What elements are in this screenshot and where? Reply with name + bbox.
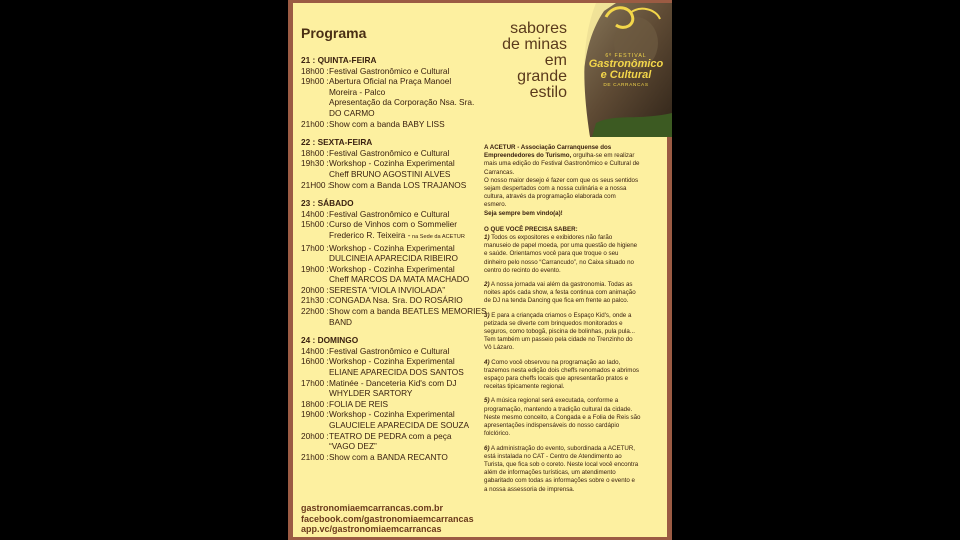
info-line-text: está instalada no CAT - Centro de Atendimento ao bbox=[484, 452, 622, 460]
info-item bbox=[484, 281, 664, 306]
event-time: 17h00 : bbox=[301, 242, 329, 253]
event-description bbox=[329, 431, 481, 452]
event-time: 16h00 : bbox=[301, 356, 329, 367]
info-line-text: E para a criançada criamos o Espaço Kid's, onde a bbox=[491, 311, 632, 319]
event-line-text: Cheff MARCOS DA MATA MACHADO bbox=[329, 274, 470, 285]
event-line bbox=[329, 253, 481, 264]
day-title: 24 : DOMINGO bbox=[301, 335, 359, 346]
info-line bbox=[484, 250, 664, 258]
intro-bold-line: A ACETUR - Associação Carranquense dos bbox=[484, 144, 612, 151]
info-line-text: seguros, como tobogã, piscina de bolinhas, pula pula... bbox=[484, 328, 636, 336]
event-line bbox=[329, 169, 481, 180]
program-title: Programa bbox=[301, 25, 367, 41]
program-event bbox=[301, 243, 481, 264]
info-line-text: trazemos nesta edição dois cheffs renomados e abrimos bbox=[484, 366, 639, 374]
info-number: 6) bbox=[484, 444, 490, 452]
event-description bbox=[329, 399, 481, 410]
info-line-text: noites após cada show, a festa continua com animação bbox=[484, 289, 636, 297]
event-time: 20h00 : bbox=[301, 430, 329, 441]
event-line-text: Workshop - Cozinha Experimental bbox=[329, 409, 455, 420]
info-line bbox=[484, 469, 664, 477]
event-line bbox=[329, 295, 481, 306]
event-line bbox=[329, 158, 481, 169]
event-line-text: “VAGO DEZ” bbox=[329, 441, 377, 452]
event-description bbox=[329, 148, 481, 159]
program-days bbox=[301, 55, 487, 462]
flyer-page bbox=[288, 0, 672, 540]
flyer-paper bbox=[293, 3, 667, 537]
event-line-text: Festival Gastronômico e Cultural bbox=[329, 208, 450, 219]
intro-line: Carrancas. bbox=[484, 168, 515, 176]
info-line-text: receitas tipicamente regional. bbox=[484, 383, 565, 391]
info-line-text: de DJ na tenda Dancing que fica em frente ao palco. bbox=[484, 297, 629, 305]
event-time: 18h00 : bbox=[301, 147, 329, 158]
logo-edition: 6º bbox=[605, 53, 613, 59]
info-line-text: espaço para cheffs locais que apresentarão pratos e bbox=[484, 375, 629, 383]
info-line bbox=[484, 397, 664, 405]
logo-text bbox=[582, 53, 670, 88]
info-line bbox=[484, 422, 664, 430]
event-time: 19h00 : bbox=[301, 409, 329, 420]
info-line-text: Tem também um passeio pela cidade no Trenzinho do bbox=[484, 336, 633, 344]
slogan-line: estilo bbox=[529, 84, 567, 101]
event-line bbox=[329, 274, 481, 285]
info-line-text: programação, mantendo a tradição cultural da cidade. bbox=[484, 405, 633, 413]
info-number: 5) bbox=[484, 397, 490, 405]
event-description bbox=[329, 285, 481, 296]
info-line-text: Vô Lázaro. bbox=[484, 344, 514, 352]
event-line bbox=[329, 87, 481, 98]
info-number: 4) bbox=[484, 358, 490, 366]
info-line bbox=[484, 445, 664, 453]
slogan-line: em bbox=[544, 52, 567, 69]
event-line bbox=[329, 243, 481, 254]
program-event bbox=[301, 399, 481, 410]
info-line bbox=[484, 281, 664, 289]
event-time: 17h00 : bbox=[301, 377, 329, 388]
info-line bbox=[484, 477, 664, 485]
event-line-text: Curso de Vinhos com o Sommelier bbox=[329, 219, 458, 230]
info-line bbox=[484, 486, 664, 494]
program-event bbox=[301, 356, 481, 377]
event-line bbox=[329, 180, 481, 191]
slogan-line: de minas bbox=[502, 36, 567, 53]
event-line-text: CONGADA Nsa. Sra. DO ROSÁRIO bbox=[329, 295, 463, 306]
info-item bbox=[484, 445, 664, 494]
info-line-text: Como você observou na programação ao lado, bbox=[491, 358, 621, 366]
intro-paragraph bbox=[484, 144, 664, 218]
program-event bbox=[301, 409, 481, 430]
info-line bbox=[484, 267, 664, 275]
info-line bbox=[484, 336, 664, 344]
info-line bbox=[484, 375, 664, 383]
info-line-text: A nossa jornada vai além da gastronomia. Todas as bbox=[490, 281, 633, 289]
event-line bbox=[329, 306, 487, 317]
event-time: 15h00 : bbox=[301, 219, 329, 230]
event-line bbox=[329, 66, 481, 77]
event-note: na Sede da ACETUR bbox=[410, 233, 465, 240]
facebook-link[interactable]: facebook.com/gastronomiaemcarrancas bbox=[301, 513, 474, 524]
event-line-text: Frederico R. Teixeira - bbox=[329, 229, 411, 240]
logo-line1: Gastronômico bbox=[588, 58, 664, 70]
event-line-text: GLAUCIELE APARECIDA DE SOUZA bbox=[329, 420, 470, 430]
program-event bbox=[301, 452, 481, 463]
event-time: 19h00 : bbox=[301, 263, 329, 274]
event-description bbox=[329, 76, 481, 118]
info-line bbox=[484, 234, 664, 242]
program-event bbox=[301, 76, 481, 118]
info-line-text: A música regional será executada, conforme a bbox=[490, 397, 619, 405]
event-line-text: WHYLDER SARTORY bbox=[329, 388, 413, 399]
info-items bbox=[484, 234, 664, 494]
program-event bbox=[301, 431, 481, 452]
intro-line: sejam despertados com a nossa culinária e a nossa bbox=[484, 185, 627, 193]
event-description bbox=[329, 452, 481, 463]
program-event bbox=[301, 346, 481, 357]
event-time: 22h00 : bbox=[301, 306, 329, 317]
intro-line: O nosso maior desejo é fazer com que os seus sentidos bbox=[484, 176, 639, 184]
event-line bbox=[329, 399, 481, 410]
event-line-text: Festival Gastronômico e Cultural bbox=[329, 147, 450, 158]
info-line bbox=[484, 259, 664, 267]
info-line-text: dinheiro pelo nosso “Carrancudo”, no Caixa situado no bbox=[484, 258, 634, 266]
info-number: 2) bbox=[484, 281, 490, 289]
program-event bbox=[301, 378, 481, 399]
info-line-text: petizada se diverte com brinquedos monitorados e bbox=[484, 319, 623, 327]
info-line-text: Neste mesmo conceito, a Congada e a Folia de Reis são bbox=[484, 413, 641, 421]
info-line-text: manuseio de papel moeda, por uma questão de higiene bbox=[484, 242, 638, 250]
info-number: 1) bbox=[484, 234, 490, 242]
event-line-text: TEATRO DE PEDRA com a peça bbox=[329, 430, 452, 441]
event-time: 21h00 : bbox=[301, 118, 329, 129]
info-line bbox=[484, 328, 664, 336]
info-line bbox=[484, 320, 664, 328]
event-line bbox=[329, 409, 481, 420]
event-line bbox=[329, 317, 487, 328]
info-line bbox=[484, 297, 664, 305]
links-block bbox=[301, 503, 474, 535]
program-event bbox=[301, 219, 481, 242]
event-time: 14h00 : bbox=[301, 208, 329, 219]
info-line bbox=[484, 359, 664, 367]
program-event bbox=[301, 180, 481, 191]
event-line-text: Apresentação da Corporação Nsa. Sra. bbox=[329, 97, 475, 108]
event-description bbox=[329, 219, 481, 242]
program-event bbox=[301, 66, 481, 77]
info-line bbox=[484, 383, 664, 391]
event-line-text: DULCINEIA APARECIDA RIBEIRO bbox=[329, 253, 458, 264]
intro-line: esmero. bbox=[484, 201, 507, 209]
info-number: 3) bbox=[484, 311, 490, 319]
program-event bbox=[301, 264, 481, 285]
info-line bbox=[484, 430, 664, 438]
event-line-text: Moreira - Palco bbox=[329, 86, 386, 97]
event-time: 21H00 : bbox=[301, 179, 331, 190]
info-line bbox=[484, 242, 664, 250]
slogan-line: sabores bbox=[510, 20, 567, 37]
event-description bbox=[329, 378, 481, 399]
info-line-text: Todos os expositores e exibidores não farão bbox=[491, 234, 613, 242]
event-time: 19h00 : bbox=[301, 76, 329, 87]
event-line bbox=[329, 148, 481, 159]
event-line bbox=[329, 219, 481, 230]
info-line-text: a nossa assessoria de imprensa. bbox=[484, 485, 575, 493]
day-title: 22 : SEXTA-FEIRA bbox=[301, 137, 373, 148]
info-line bbox=[484, 406, 664, 414]
info-line-text: centro do recinto do evento. bbox=[484, 266, 561, 274]
event-line-text: FOLIA DE REIS bbox=[329, 398, 389, 409]
day-title: 21 : QUINTA-FEIRA bbox=[301, 55, 377, 65]
event-line bbox=[329, 356, 481, 367]
event-line-text: Abertura Oficial na Praça Manoel bbox=[329, 76, 452, 87]
event-line-text: DO CARMO bbox=[329, 107, 375, 118]
event-line bbox=[329, 76, 481, 87]
event-description bbox=[329, 119, 481, 130]
info-line-text: além de informações turísticas, um atendimento bbox=[484, 469, 616, 477]
event-line bbox=[329, 285, 481, 296]
intro-line: mais uma edição do Festival Gastronômico e Cultural de bbox=[484, 160, 640, 168]
info-line bbox=[484, 461, 664, 469]
program-event bbox=[301, 306, 487, 327]
event-line bbox=[329, 97, 481, 108]
event-time: 14h00 : bbox=[301, 345, 329, 356]
info-line-text: A administração do evento, subordinada a ACETUR, bbox=[490, 444, 636, 452]
program-event bbox=[301, 148, 481, 159]
event-time: 21h30 : bbox=[301, 295, 329, 306]
info-line bbox=[484, 289, 664, 297]
event-line bbox=[329, 209, 481, 220]
festival-logo bbox=[576, 3, 672, 137]
event-line-text: Show com a banda BEATLES MEMORIES bbox=[329, 306, 487, 317]
intro-line: orgulha-se em realizar bbox=[571, 152, 635, 160]
program-event bbox=[301, 209, 481, 220]
slogan bbox=[479, 21, 567, 101]
event-line-text: Show com a Banda LOS TRAJANOS bbox=[329, 179, 467, 190]
event-description bbox=[329, 209, 481, 220]
event-description bbox=[329, 66, 481, 77]
info-item bbox=[484, 359, 664, 392]
program-event bbox=[301, 119, 481, 130]
event-line bbox=[329, 108, 481, 119]
event-time: 18h00 : bbox=[301, 65, 329, 76]
event-line bbox=[329, 452, 481, 463]
event-description bbox=[329, 356, 481, 377]
event-line bbox=[329, 378, 481, 389]
event-description bbox=[329, 180, 481, 191]
info-line bbox=[484, 453, 664, 461]
intro-line: cultura, através da programação elaborada com bbox=[484, 193, 616, 201]
info-line-text: Turista, que fica sob o coreto. Neste local você encontra bbox=[484, 460, 639, 468]
event-line-text: BAND bbox=[329, 316, 353, 327]
info-line bbox=[484, 414, 664, 422]
program-event bbox=[301, 285, 481, 296]
info-line-text: gabaritado com todas as informações sobre o evento e bbox=[484, 477, 635, 485]
info-line bbox=[484, 344, 664, 352]
event-time: 20h00 : bbox=[301, 284, 329, 295]
program-column bbox=[301, 25, 487, 462]
slogan-line: grande bbox=[517, 68, 567, 85]
info-item bbox=[484, 312, 664, 353]
logo-sub: DE CARRANCAS bbox=[603, 83, 649, 88]
event-description bbox=[329, 295, 481, 306]
event-line-text: Festival Gastronômico e Cultural bbox=[329, 65, 450, 76]
app-link[interactable]: app.vc/gastronomiaemcarrancas bbox=[301, 524, 442, 534]
info-line-text: apresentações indispensáveis do nosso cardápio bbox=[484, 422, 620, 430]
logo-small: FESTIVAL bbox=[614, 53, 647, 59]
event-description bbox=[329, 158, 481, 179]
event-line bbox=[329, 388, 481, 399]
info-item bbox=[484, 397, 664, 438]
event-time: 19h30 : bbox=[301, 158, 329, 169]
intro-bold-line: Empreendedores do Turismo, bbox=[484, 152, 572, 160]
event-time: 21h00 : bbox=[301, 451, 329, 462]
event-line bbox=[329, 431, 481, 442]
event-description bbox=[329, 409, 481, 430]
info-line bbox=[484, 312, 664, 320]
event-description bbox=[329, 306, 487, 327]
info-line-text: folclórico. bbox=[484, 430, 511, 438]
day-title: 23 : SÁBADO bbox=[301, 198, 354, 209]
event-description bbox=[329, 346, 481, 357]
event-line-text: Matinée - Danceteria Kid's com DJ bbox=[329, 377, 457, 388]
event-line-text: Workshop - Cozinha Experimental bbox=[329, 356, 455, 367]
event-line-text: SERESTA “VIOLA INVIOLADA” bbox=[329, 284, 446, 295]
info-line-text: e saúde. Orientamos você para que troque o seu bbox=[484, 250, 619, 258]
event-line bbox=[329, 441, 481, 452]
event-line bbox=[329, 367, 481, 378]
event-line-text: Workshop - Cozinha Experimental bbox=[329, 263, 455, 274]
event-line-text: Cheff BRUNO AGOSTINI ALVES bbox=[329, 168, 451, 179]
event-line-text: Festival Gastronômico e Cultural bbox=[329, 345, 450, 356]
event-line-text: ELIANE APARECIDA DOS SANTOS bbox=[329, 367, 464, 378]
event-line bbox=[329, 420, 481, 431]
website-link[interactable]: gastronomiaemcarrancas.com.br bbox=[301, 503, 444, 513]
event-line bbox=[329, 346, 481, 357]
info-item bbox=[484, 234, 664, 275]
event-line bbox=[329, 264, 481, 275]
program-event bbox=[301, 295, 481, 306]
event-time: 18h00 : bbox=[301, 398, 329, 409]
event-description bbox=[329, 243, 481, 264]
event-line bbox=[329, 230, 481, 243]
info-column bbox=[484, 144, 664, 500]
event-description bbox=[329, 264, 481, 285]
program-event bbox=[301, 158, 481, 179]
info-heading: O QUE VOCÊ PRECISA SABER: bbox=[484, 225, 578, 233]
event-line bbox=[329, 119, 481, 130]
event-line-text: Workshop - Cozinha Experimental bbox=[329, 242, 455, 253]
event-line-text: Show com a BANDA RECANTO bbox=[329, 451, 448, 462]
event-line-text: Show com a banda BABY LISS bbox=[329, 118, 445, 129]
event-line-text: Workshop - Cozinha Experimental bbox=[329, 158, 455, 169]
info-line bbox=[484, 367, 664, 375]
logo-line2: e Cultural bbox=[600, 69, 652, 81]
welcome-text: Seja sempre bem vindo(a)! bbox=[484, 209, 563, 217]
